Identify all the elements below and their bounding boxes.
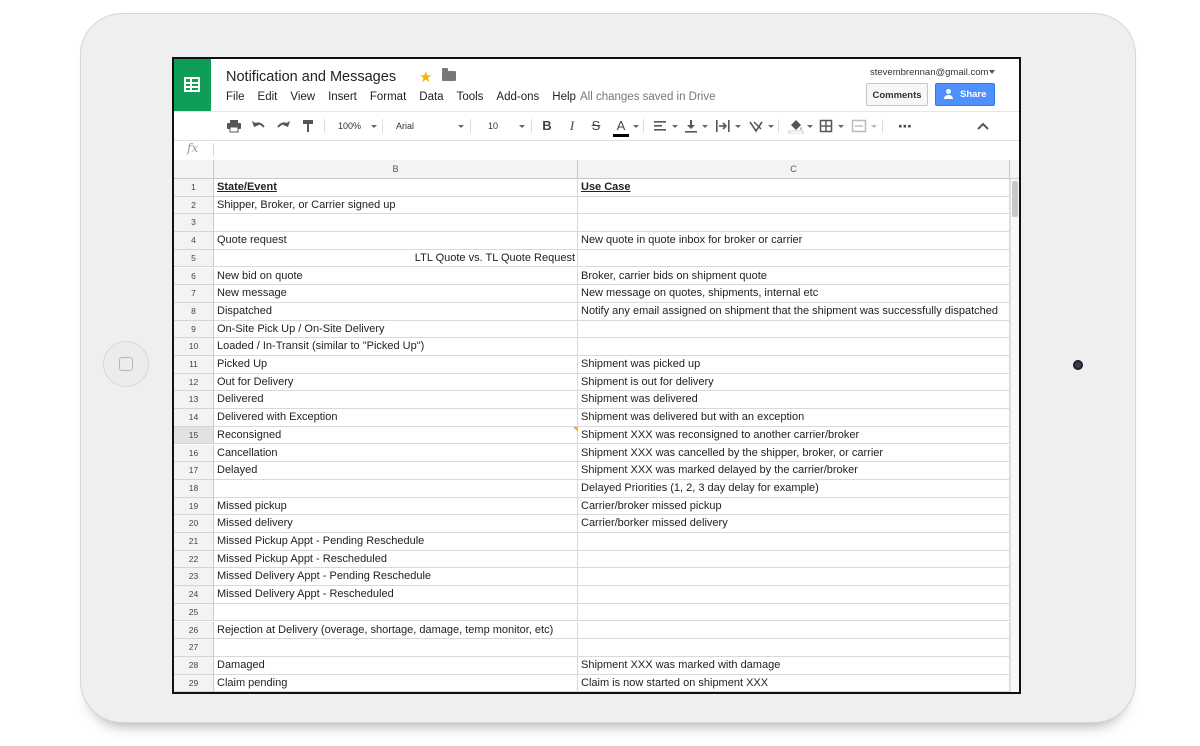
table-row xyxy=(174,391,1010,409)
cell-c[interactable]: Shipment was picked up xyxy=(578,356,1010,374)
cell-c[interactable]: Carrier/borker missed delivery xyxy=(578,515,1010,533)
menu-help[interactable]: Help xyxy=(552,91,576,103)
table-row xyxy=(174,639,1010,657)
cell-b[interactable]: Missed pickup xyxy=(214,498,578,516)
toolbar-divider xyxy=(470,119,471,133)
account-email[interactable]: stevembrennan@gmail.com xyxy=(870,67,989,78)
folder-icon[interactable] xyxy=(442,71,456,81)
row-number[interactable]: 10 xyxy=(174,338,214,356)
app-header xyxy=(174,59,1019,111)
font-size-caret-icon[interactable] xyxy=(519,125,525,128)
cell-c[interactable]: Shipment XXX was cancelled by the shipper, broker, or carrier xyxy=(578,445,1010,463)
cell-b[interactable]: Missed Delivery Appt - Pending Reschedule xyxy=(214,568,578,586)
undo-icon[interactable] xyxy=(251,119,267,133)
cell-b[interactable]: Picked Up xyxy=(214,356,578,374)
table-row xyxy=(174,675,1010,693)
row-number[interactable]: 6 xyxy=(174,268,214,286)
font-select[interactable]: Arial xyxy=(396,121,415,131)
cell-b[interactable]: New bid on quote xyxy=(214,268,578,286)
table-row xyxy=(174,303,1010,321)
font-caret-icon[interactable] xyxy=(458,125,464,128)
menu-tools[interactable]: Tools xyxy=(456,91,484,103)
row-number[interactable]: 13 xyxy=(174,391,214,409)
document-title[interactable]: Notification and Messages xyxy=(226,69,397,85)
more-button[interactable]: ⋯ xyxy=(898,118,912,134)
cell-c[interactable] xyxy=(578,586,1010,604)
toolbar-divider xyxy=(382,119,383,133)
cell-b[interactable]: On-Site Pick Up / On-Site Delivery xyxy=(214,321,578,339)
collapse-toolbar-icon[interactable] xyxy=(976,121,990,131)
cell-b[interactable]: Shipper, Broker, or Carrier signed up xyxy=(214,197,578,215)
row-number[interactable]: 24 xyxy=(174,586,214,604)
table-row xyxy=(174,480,1010,498)
cell-c[interactable] xyxy=(578,604,1010,622)
cell-c[interactable]: Use Case xyxy=(578,179,1010,197)
table-row xyxy=(174,338,1010,356)
bold-button[interactable]: B xyxy=(542,118,552,133)
save-status[interactable]: All changes saved in Drive xyxy=(580,91,716,103)
row-number[interactable]: 23 xyxy=(174,568,214,586)
table-row xyxy=(174,409,1010,427)
column-header-filler xyxy=(1010,160,1019,179)
menu-file[interactable]: File xyxy=(226,91,245,103)
cell-b[interactable]: Cancellation xyxy=(214,445,578,463)
cell-b[interactable] xyxy=(214,639,578,657)
row-number[interactable]: 19 xyxy=(174,498,214,516)
menu-data[interactable]: Data xyxy=(419,91,444,103)
column-header-b[interactable]: B xyxy=(214,160,578,179)
row-number[interactable]: 17 xyxy=(174,462,214,480)
table-row xyxy=(174,657,1010,675)
home-button[interactable] xyxy=(103,341,149,387)
table-row xyxy=(174,586,1010,604)
cell-c[interactable] xyxy=(578,250,1010,268)
sheet-grid xyxy=(174,160,1019,692)
text-wrap-caret-icon[interactable] xyxy=(735,125,741,128)
row-number[interactable]: 12 xyxy=(174,374,214,392)
vertical-align-icon[interactable] xyxy=(684,119,698,133)
align-caret-icon[interactable] xyxy=(672,125,678,128)
row-number[interactable]: 1 xyxy=(174,179,214,197)
star-icon[interactable]: ★ xyxy=(419,69,433,86)
spreadsheet-window xyxy=(172,57,1021,694)
row-number[interactable]: 11 xyxy=(174,356,214,374)
cell-c[interactable] xyxy=(578,338,1010,356)
cell-c[interactable] xyxy=(578,551,1010,569)
row-number[interactable]: 3 xyxy=(174,214,214,232)
toolbar-divider xyxy=(778,119,779,133)
scrollbar-thumb[interactable] xyxy=(1012,181,1018,217)
row-number[interactable]: 22 xyxy=(174,551,214,569)
vertical-scrollbar[interactable] xyxy=(1010,179,1019,692)
row-number[interactable]: 14 xyxy=(174,409,214,427)
account-caret-icon[interactable] xyxy=(989,70,995,74)
table-row xyxy=(174,197,1010,215)
sheets-logo[interactable] xyxy=(174,59,211,111)
row-number[interactable]: 15 xyxy=(174,427,214,445)
row-number[interactable]: 7 xyxy=(174,285,214,303)
cell-b[interactable]: Delayed xyxy=(214,462,578,480)
text-color-caret-icon[interactable] xyxy=(633,125,639,128)
table-row xyxy=(174,498,1010,516)
cell-b[interactable]: Delivered xyxy=(214,391,578,409)
toolbar-divider xyxy=(882,119,883,133)
cell-b[interactable] xyxy=(214,604,578,622)
cell-b[interactable]: Rejection at Delivery (overage, shortage, damage, temp monitor, etc) xyxy=(214,622,578,640)
cell-b[interactable]: Quote request xyxy=(214,232,578,250)
menu-format[interactable]: Format xyxy=(369,91,407,103)
cell-c[interactable]: Shipment was delivered xyxy=(578,391,1010,409)
formula-bar xyxy=(174,140,1019,161)
cell-c[interactable]: Shipment XXX was marked with damage xyxy=(578,657,1010,675)
cell-c[interactable]: Shipment is out for delivery xyxy=(578,374,1010,392)
menu-addons[interactable]: Add-ons xyxy=(496,91,540,103)
row-number[interactable]: 2 xyxy=(174,197,214,215)
row-number[interactable]: 26 xyxy=(174,622,214,640)
cell-c[interactable]: Carrier/broker missed pickup xyxy=(578,498,1010,516)
zoom-caret-icon[interactable] xyxy=(371,125,377,128)
cell-c[interactable]: Shipment was delivered but with an exception xyxy=(578,409,1010,427)
cell-c[interactable]: Shipment XXX was marked delayed by the carrier/broker xyxy=(578,462,1010,480)
toolbar xyxy=(174,111,1019,141)
redo-icon[interactable] xyxy=(275,119,291,133)
cell-b[interactable]: Damaged xyxy=(214,657,578,675)
cell-c[interactable] xyxy=(578,622,1010,640)
menu-edit[interactable]: Edit xyxy=(257,91,278,103)
cell-c[interactable] xyxy=(578,639,1010,657)
cell-b[interactable]: LTL Quote vs. TL Quote Request xyxy=(214,250,578,268)
font-size-select[interactable]: 10 xyxy=(488,121,499,131)
zoom-select[interactable]: 100% xyxy=(338,121,362,131)
cell-c[interactable]: Broker, carrier bids on shipment quote xyxy=(578,268,1010,286)
vertical-align-caret-icon[interactable] xyxy=(702,125,708,128)
cell-c[interactable]: Delayed Priorities (1, 2, 3 day delay for example) xyxy=(578,480,1010,498)
cell-b[interactable]: Loaded / In-Transit (similar to "Picked Up") xyxy=(214,338,578,356)
borders-icon[interactable] xyxy=(819,119,833,133)
cell-c[interactable]: Claim is now started on shipment XXX xyxy=(578,675,1010,693)
table-row xyxy=(174,321,1010,339)
cell-b[interactable]: New message xyxy=(214,285,578,303)
cell-b[interactable]: Missed Pickup Appt - Rescheduled xyxy=(214,551,578,569)
row-number[interactable]: 4 xyxy=(174,232,214,250)
text-wrap-icon[interactable] xyxy=(715,119,731,133)
formula-divider xyxy=(213,143,214,157)
cell-b[interactable]: Delivered with Exception xyxy=(214,409,578,427)
table-row xyxy=(174,285,1010,303)
formula-input[interactable] xyxy=(220,143,1000,157)
italic-button[interactable]: I xyxy=(569,118,575,133)
cell-b[interactable]: State/Event xyxy=(214,179,578,197)
cell-c[interactable]: Notify any email assigned on shipment that the shipment was successfully dispatched xyxy=(578,303,1010,321)
fill-color-caret-icon[interactable] xyxy=(807,125,813,128)
table-row xyxy=(174,179,1010,197)
borders-caret-icon[interactable] xyxy=(838,125,844,128)
cell-b[interactable]: Reconsigned xyxy=(214,427,578,445)
row-number[interactable]: 8 xyxy=(174,303,214,321)
table-row xyxy=(174,374,1010,392)
row-number[interactable]: 29 xyxy=(174,675,214,693)
text-rotation-caret-icon[interactable] xyxy=(768,125,774,128)
cell-c[interactable] xyxy=(578,568,1010,586)
table-row xyxy=(174,445,1010,463)
merge-cells-icon[interactable] xyxy=(851,119,867,133)
comments-button[interactable]: Comments xyxy=(866,83,928,106)
cell-c[interactable] xyxy=(578,321,1010,339)
row-number[interactable]: 5 xyxy=(174,250,214,268)
cell-c[interactable] xyxy=(578,533,1010,551)
cell-c[interactable]: New message on quotes, shipments, internal etc xyxy=(578,285,1010,303)
cell-b[interactable] xyxy=(214,214,578,232)
share-label: Share xyxy=(960,89,987,100)
table-row xyxy=(174,515,1010,533)
cell-b[interactable]: Claim pending xyxy=(214,675,578,693)
row-number[interactable]: 27 xyxy=(174,639,214,657)
sheets-grid-icon xyxy=(184,77,200,92)
select-all-corner[interactable] xyxy=(174,160,214,179)
menu-view[interactable]: View xyxy=(290,91,316,103)
cell-c[interactable]: New quote in quote inbox for broker or carrier xyxy=(578,232,1010,250)
cell-b[interactable]: Dispatched xyxy=(214,303,578,321)
cell-b[interactable] xyxy=(214,480,578,498)
table-row xyxy=(174,462,1010,480)
table-row xyxy=(174,250,1010,268)
cell-b[interactable]: Out for Delivery xyxy=(214,374,578,392)
row-number[interactable]: 16 xyxy=(174,445,214,463)
merge-caret-icon[interactable] xyxy=(871,125,877,128)
table-row xyxy=(174,427,1010,445)
row-number[interactable]: 9 xyxy=(174,321,214,339)
cell-b[interactable]: Missed Delivery Appt - Rescheduled xyxy=(214,586,578,604)
strikethrough-button[interactable]: S xyxy=(591,118,601,133)
table-row xyxy=(174,551,1010,569)
menu-bar xyxy=(226,91,589,103)
paint-format-icon[interactable] xyxy=(301,119,315,133)
share-button[interactable] xyxy=(935,83,995,106)
table-row xyxy=(174,232,1010,250)
text-rotation-icon[interactable] xyxy=(748,119,764,133)
fx-icon: fx xyxy=(187,141,199,155)
cell-c[interactable]: Shipment XXX was reconsigned to another carrier/broker xyxy=(578,427,1010,445)
row-number[interactable]: 20 xyxy=(174,515,214,533)
table-row xyxy=(174,268,1010,286)
row-number[interactable]: 25 xyxy=(174,604,214,622)
cell-b[interactable]: Missed Pickup Appt - Pending Reschedule xyxy=(214,533,578,551)
table-row xyxy=(174,604,1010,622)
toolbar-divider xyxy=(531,119,532,133)
home-square-icon xyxy=(119,357,133,371)
fill-color-icon[interactable] xyxy=(788,118,804,134)
column-header-c[interactable]: C xyxy=(578,160,1010,179)
table-row xyxy=(174,214,1010,232)
toolbar-divider xyxy=(324,119,325,133)
toolbar-divider xyxy=(643,119,644,133)
cell-c[interactable] xyxy=(578,197,1010,215)
row-number[interactable]: 21 xyxy=(174,533,214,551)
table-row xyxy=(174,568,1010,586)
print-icon[interactable] xyxy=(226,119,242,133)
cell-b[interactable]: Missed delivery xyxy=(214,515,578,533)
camera-icon xyxy=(1073,360,1083,370)
row-number[interactable]: 18 xyxy=(174,480,214,498)
menu-insert[interactable]: Insert xyxy=(328,91,357,103)
table-row xyxy=(174,533,1010,551)
table-row xyxy=(174,622,1010,640)
row-number[interactable]: 28 xyxy=(174,657,214,675)
cell-c[interactable] xyxy=(578,214,1010,232)
text-color-button[interactable]: A xyxy=(616,118,626,133)
text-color-swatch xyxy=(613,134,629,137)
table-row xyxy=(174,356,1010,374)
align-left-icon[interactable] xyxy=(653,120,667,132)
share-people-icon xyxy=(944,89,953,98)
